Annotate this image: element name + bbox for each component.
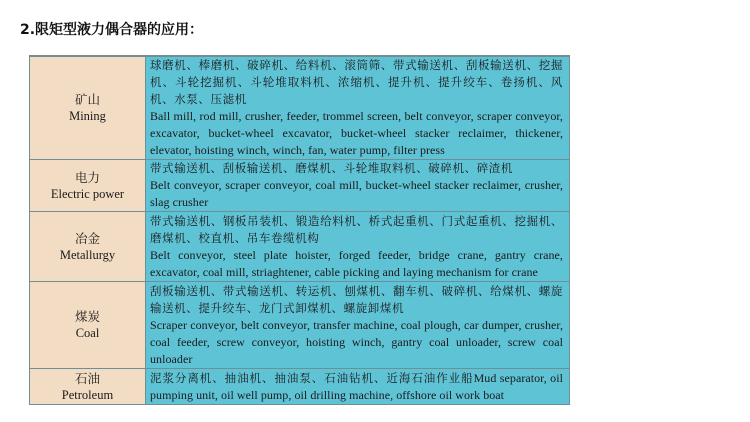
category-en: Electric power xyxy=(50,186,125,201)
category-cell xyxy=(30,160,146,212)
equipment-en: Belt conveyor, steel plate hoister, forged feeder, bridge crane, gantry crane, excavator, coal mill, striaghtener, cable picking and laying mechanism for crane xyxy=(150,247,563,279)
equipment-cell xyxy=(146,282,570,369)
equipment-cell xyxy=(146,57,570,160)
category-cell xyxy=(30,369,146,405)
table-row-electric-power xyxy=(30,160,570,212)
category-en: Coal xyxy=(75,326,100,340)
equipment-en: Belt conveyor, scraper conveyor, coal mill, bucket-wheel stacker reclaimer, crusher, slag crusher xyxy=(150,178,563,209)
application-table-grid xyxy=(29,56,570,405)
slide-title: 2.限矩型液力偶合器的应用： xyxy=(20,22,204,38)
equipment-zh: 刮板输送机、带式输送机、转运机、刨煤机、翻车机、破碎机、给煤机、螺旋输送机、提升绞车、龙门式卸煤机、螺旋卸煤机 xyxy=(150,283,563,315)
category-cell xyxy=(30,212,146,282)
equipment-en: Ball mill, rod mill, crusher, feeder, trommel screen, belt conveyor, scraper conveyor, excavator, bucket-wheel excavator, bucket-wheel stacker reclaimer, thickener, elevator, hoisting winch, winch, fan, water pump, filter press xyxy=(150,109,563,157)
category-en: Metallurgy xyxy=(59,247,116,262)
equipment-cell xyxy=(146,212,570,282)
category-zh: 冶金 xyxy=(74,231,100,246)
equipment-en: Mud separator, oil pumping unit, oil well pump, oil drilling machine, offshore oil work boat xyxy=(150,370,563,402)
table-row-petroleum xyxy=(30,369,570,405)
category-zh: 石油 xyxy=(74,371,100,386)
category-en: Mining xyxy=(69,109,106,123)
category-zh: 矿山 xyxy=(74,93,100,107)
application-table xyxy=(29,55,570,402)
equipment-cell xyxy=(146,369,570,405)
table-row-mining xyxy=(30,57,570,160)
equipment-zh: 泥浆分离机、抽油机、抽油泵、石油钻机、近海石油作业船 xyxy=(150,370,474,385)
equipment-zh: 带式输送机、刮板输送机、磨煤机、斗轮堆取料机、破碎机、碎渣机 xyxy=(150,161,513,175)
equipment-zh: 带式输送机、钢板吊装机、锻造给料机、桥式起重机、门式起重机、挖掘机、磨煤机、校直机、吊车卷缆机构 xyxy=(150,213,563,245)
category-cell xyxy=(30,282,146,369)
category-en: Petroleum xyxy=(61,387,114,402)
table-row-metallurgy xyxy=(30,212,570,282)
equipment-zh: 球磨机、棒磨机、破碎机、给料机、滚筒筛、带式输送机、刮板输送机、挖掘机、斗轮挖掘机、斗轮堆取料机、浓缩机、提升机、提升绞车、卷扬机、风机、水泵、压滤机 xyxy=(150,58,563,106)
equipment-en: Scraper conveyor, belt conveyor, transfer machine, coal plough, car dumper, crusher, coal feeder, screw conveyor, hoisting winch, gantry coal unloader, screw coal unloader xyxy=(150,317,563,366)
equipment-cell xyxy=(146,160,570,212)
category-zh: 煤炭 xyxy=(74,310,100,324)
category-cell xyxy=(30,57,146,160)
table-row-coal xyxy=(30,282,570,369)
category-zh: 电力 xyxy=(74,170,100,185)
